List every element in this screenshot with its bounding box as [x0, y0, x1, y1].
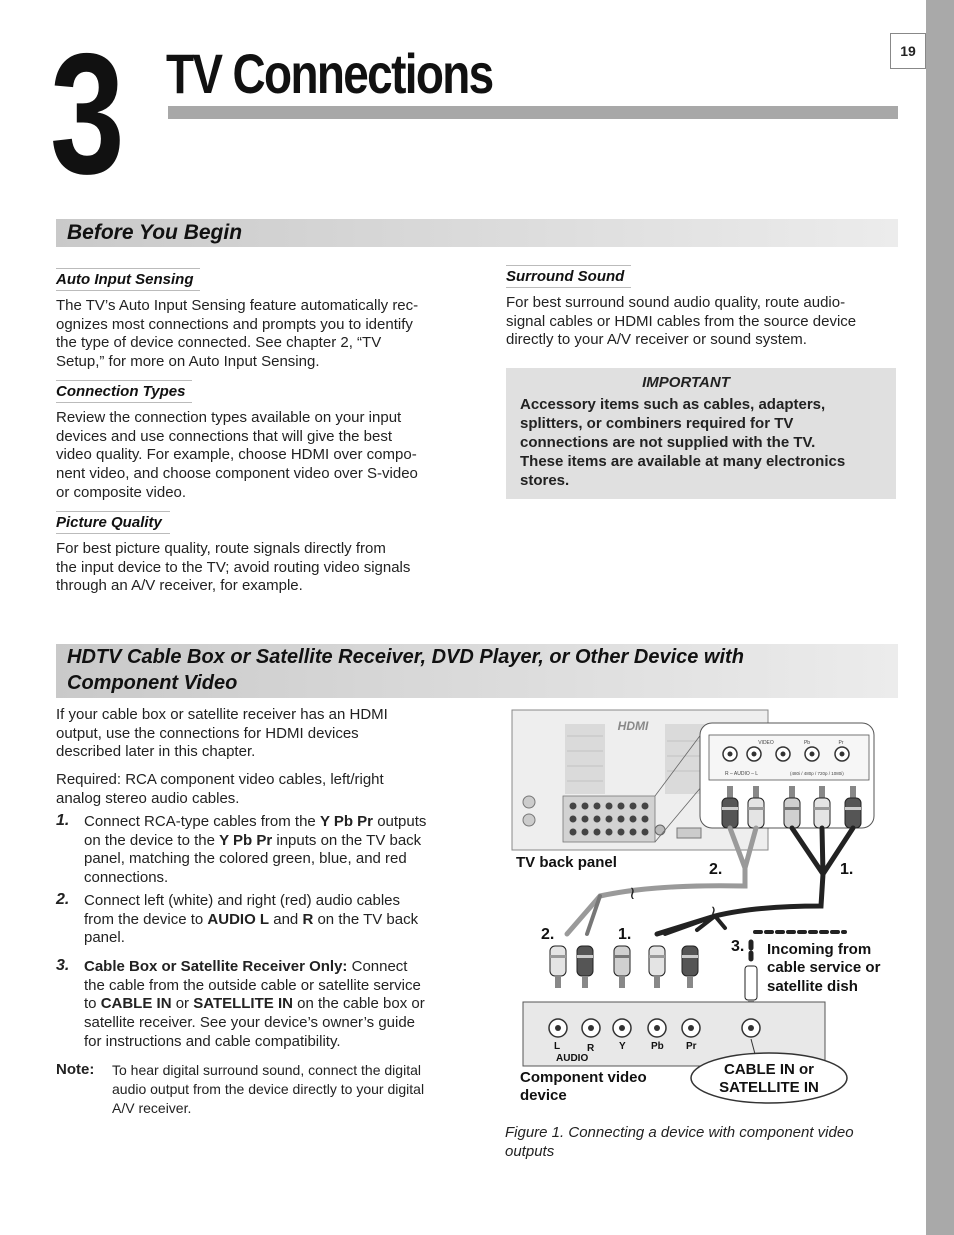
- inset-video-label: VIDEO: [758, 740, 774, 746]
- section-band-hdtv: [56, 644, 898, 698]
- bottom-plugs: [550, 946, 757, 1010]
- section-heading-hdtv-line1: HDTV Cable Box or Satellite Receiver, DVD Player, or Other Device with: [67, 646, 744, 668]
- jack-label-r: R: [587, 1043, 595, 1054]
- subheading-surround: Surround Sound: [506, 265, 631, 288]
- paragraph-surround: For best surround sound audio quality, route audio- signal cables or HDMI cables from the source device directly to your A/V receiver or sound system.: [506, 294, 857, 349]
- jack-label-pb: Pb: [651, 1041, 664, 1052]
- svg-text:≀: ≀: [629, 883, 636, 903]
- marker-bottom-2: 2.: [541, 926, 555, 943]
- subheading-auto-input: Auto Input Sensing: [56, 268, 200, 291]
- marker-bottom-1: 1.: [618, 926, 632, 943]
- svg-text:≀: ≀: [710, 902, 717, 922]
- subheading-connection-types: Connection Types: [56, 380, 192, 403]
- section-heading-before: Before You Begin: [67, 221, 243, 244]
- inset-resolution-label: (480i / 480p / 720p / 1080i): [790, 771, 844, 776]
- jack-label-pr: Pr: [686, 1041, 697, 1052]
- paragraph-auto-input: The TV’s Auto Input Sensing feature automatically rec- ognizes most connections and prompts you to identify the type of device connected. See chapter 2, “TV Setup,” for more on Auto Input Sensing.: [56, 297, 419, 371]
- page-number: 19: [890, 33, 926, 69]
- hdmi-logo: HDMI: [617, 719, 649, 733]
- paragraph-picture-quality: For best picture quality, route signals directly from the input device to the TV; avoid routing video signals through an A/V receiver, for example.: [56, 540, 411, 595]
- marker-top-2: 2.: [709, 861, 723, 878]
- device-label-line2: device: [520, 1087, 567, 1104]
- jack-label-y: Y: [619, 1041, 626, 1052]
- step-1-text: Connect RCA-type cables from the Y Pb Pr outputs on the device to the Y Pb Pr inputs on the TV back panel, matching the colored green, blue, and red connections.: [84, 813, 427, 887]
- step-3-number: 3.: [56, 957, 70, 974]
- section-heading-hdtv-line2: Component Video: [67, 671, 238, 694]
- incoming-label-line2: cable service or: [767, 959, 881, 976]
- cable-in-label-line1: CABLE IN or: [724, 1061, 814, 1078]
- subheading-picture-quality: Picture Quality: [56, 511, 170, 534]
- step-1-number: 1.: [56, 812, 70, 829]
- inset-pr-label: Pr: [838, 740, 844, 746]
- note-label: Note:: [56, 1061, 95, 1078]
- note-text: To hear digital surround sound, connect the digital audio output from the device directly to your digital A/V receiver.: [112, 1062, 425, 1116]
- paragraph-required: Required: RCA component video cables, left/right analog stereo audio cables.: [56, 771, 384, 807]
- chapter-number: 3: [50, 18, 119, 210]
- figure-caption: Figure 1. Connecting a device with component video outputs: [505, 1124, 854, 1160]
- jack-label-l: L: [554, 1041, 561, 1052]
- title-rule: [168, 106, 898, 119]
- incoming-label-line1: Incoming from: [767, 941, 872, 958]
- paragraph-hdtv-intro: If your cable box or satellite receiver has an HDMI output, use the connections for HDMI devices described later in this chapter.: [56, 706, 388, 761]
- jack-label-audio: AUDIO: [556, 1053, 589, 1064]
- incoming-label-line3: satellite dish: [767, 978, 858, 995]
- step-3-text: Cable Box or Satellite Receiver Only: Connect the cable from the outside cable or satellite service to CABLE IN or SATELLITE IN on the cable box or satellite receiver. See your device’s owner’s guide for instructions and cable compatibility.: [84, 958, 425, 1050]
- important-heading: IMPORTANT: [642, 374, 730, 391]
- marker-3: 3.: [731, 938, 745, 955]
- step-2-text: Connect left (white) and right (red) audio cables from the device to AUDIO L and R on the TV back panel.: [84, 892, 419, 947]
- important-text: Accessory items such as cables, adapters, splitters, or combiners required for TV connections are not supplied with the TV. These items are available at many electronics stores.: [520, 396, 846, 489]
- paragraph-connection-types: Review the connection types available on your input devices and use connections that will give the best video quality. For example, choose HDMI over compo- nent video, and choose component video over S-video or composite video.: [56, 409, 418, 501]
- connection-diagram: [505, 706, 898, 1116]
- page-edge-bar: [926, 0, 954, 1235]
- tv-back-panel-label: TV back panel: [516, 854, 617, 871]
- inset-pb-label: Pb: [803, 740, 811, 746]
- cable-in-label-line2: SATELLITE IN: [719, 1079, 819, 1096]
- inset-audio-label: R – AUDIO – L: [725, 771, 759, 777]
- section-band-before: [56, 219, 898, 247]
- important-box: [506, 368, 896, 499]
- marker-top-1: 1.: [840, 861, 854, 878]
- device-label-line1: Component video: [520, 1069, 647, 1086]
- chapter-title: TV Connections: [166, 42, 493, 105]
- step-2-number: 2.: [56, 891, 70, 908]
